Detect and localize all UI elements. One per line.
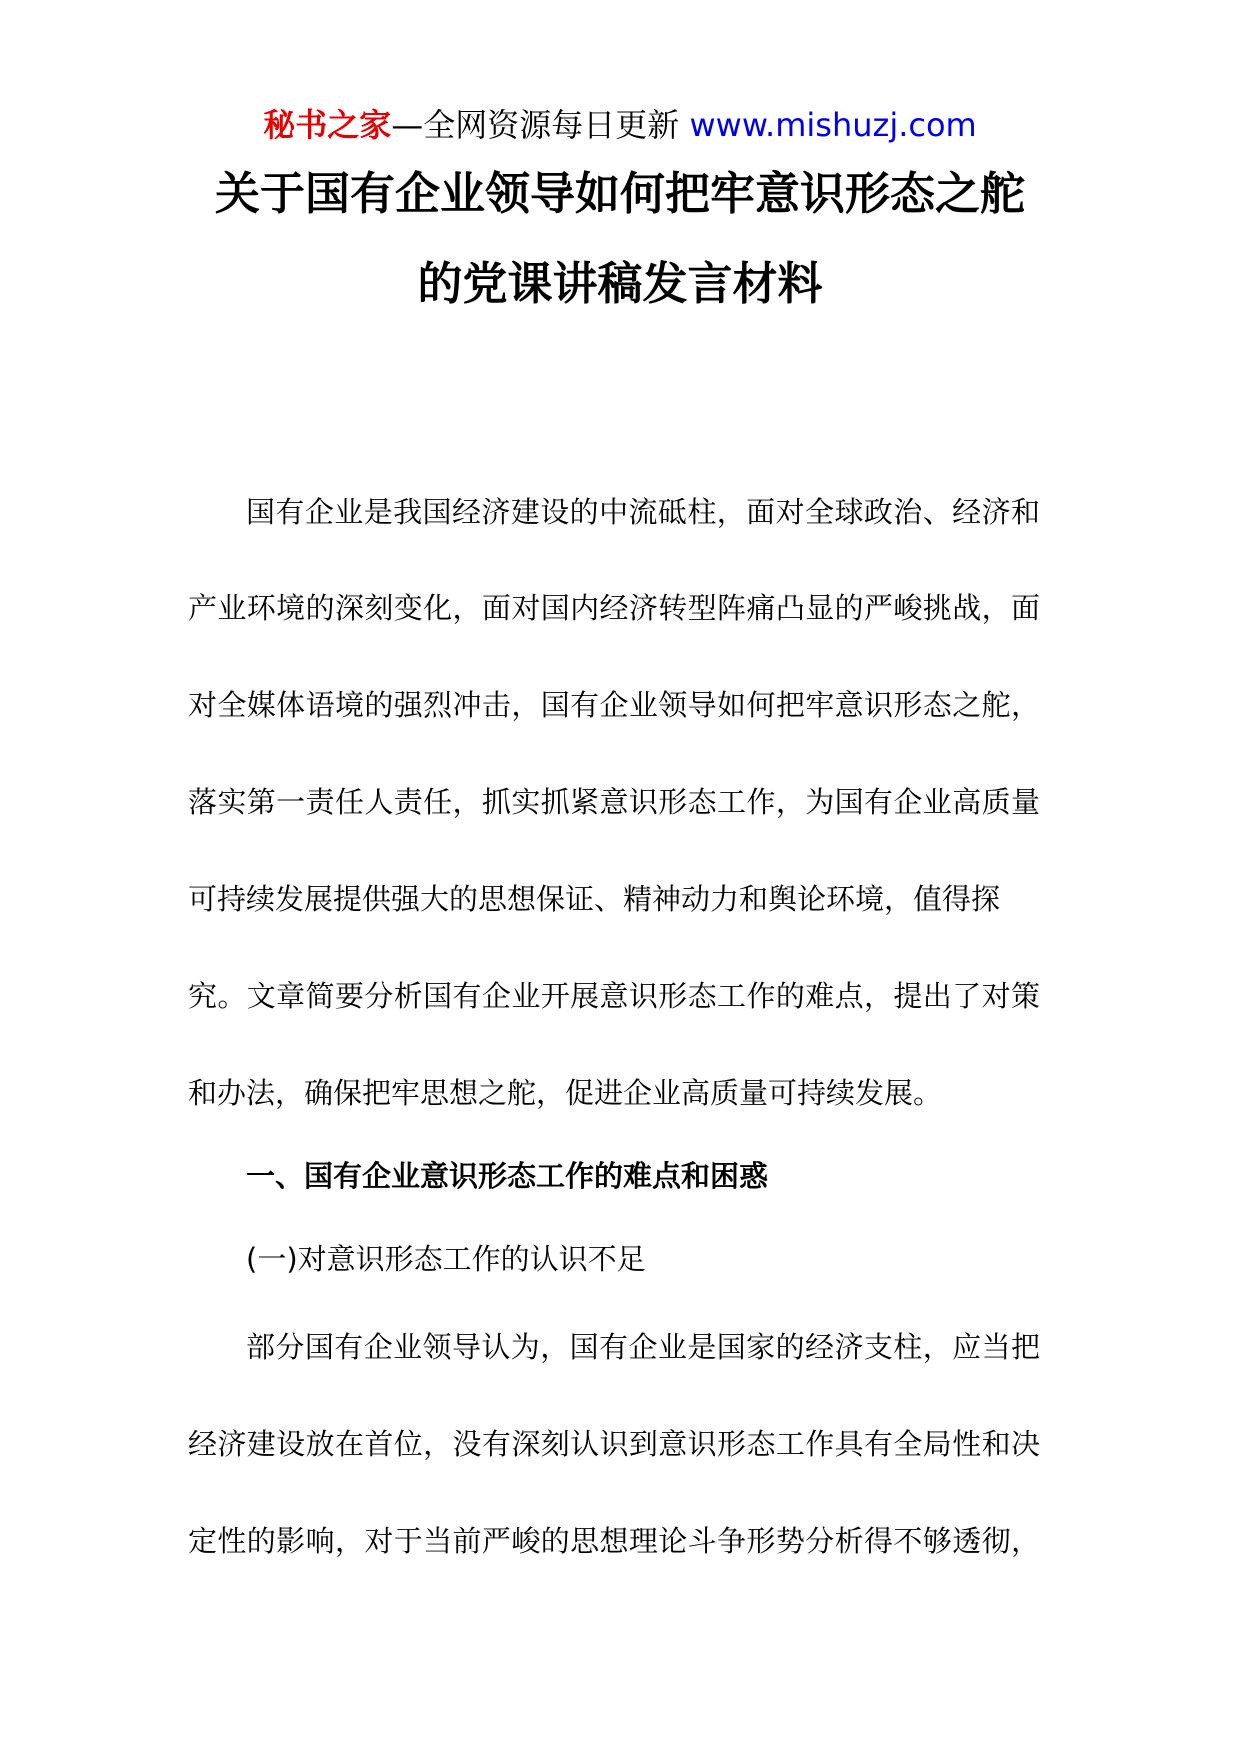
section-heading-1: 一、国有企业意识形态工作的难点和困惑	[246, 1159, 769, 1193]
paragraph-1-line-1: 国有企业是我国经济建设的中流砥柱，面对全球政治、经济和	[246, 495, 1040, 529]
paragraph-1-line-7: 和办法，确保把牢思想之舵，促进企业高质量可持续发展。	[188, 1076, 943, 1110]
paragraph-2-line-2: 经济建设放在首位，没有深刻认识到意识形态工作具有全局性和决	[188, 1427, 1040, 1461]
paragraph-1-line-2: 产业环境的深刻变化，面对国内经济转型阵痛凸显的严峻挑战，面	[188, 591, 1040, 625]
paragraph-1-line-5: 可持续发展提供强大的思想保证、精神动力和舆论环境，值得探	[188, 882, 1001, 916]
paragraph-1-line-4: 落实第一责任人责任，抓实抓紧意识形态工作，为国有企业高质量	[188, 785, 1040, 819]
document-title-line-1: 关于国有企业领导如何把牢意识形态之舵	[214, 167, 1025, 220]
subsection-heading-1: (一)对意识形态工作的认识不足	[246, 1242, 646, 1276]
header-tagline: —全网资源每日更新	[391, 106, 690, 144]
website-link[interactable]: www.mishuzj.com	[689, 106, 977, 144]
paragraph-2-line-1: 部分国有企业领导认为，国有企业是国家的经济支柱，应当把	[246, 1330, 1040, 1364]
paragraph-2-line-3: 定性的影响，对于当前严峻的思想理论斗争形势分析得不够透彻，	[188, 1524, 1040, 1558]
paragraph-1-line-6: 究。文章简要分析国有企业开展意识形态工作的难点，提出了对策	[188, 979, 1040, 1013]
brand-name: 秘书之家	[263, 106, 392, 144]
site-header	[0, 102, 1240, 148]
document-title-line-2: 的党课讲稿发言材料	[417, 257, 823, 310]
paragraph-1-line-3: 对全媒体语境的强烈冲击，国有企业领导如何把牢意识形态之舵，	[188, 688, 1040, 722]
